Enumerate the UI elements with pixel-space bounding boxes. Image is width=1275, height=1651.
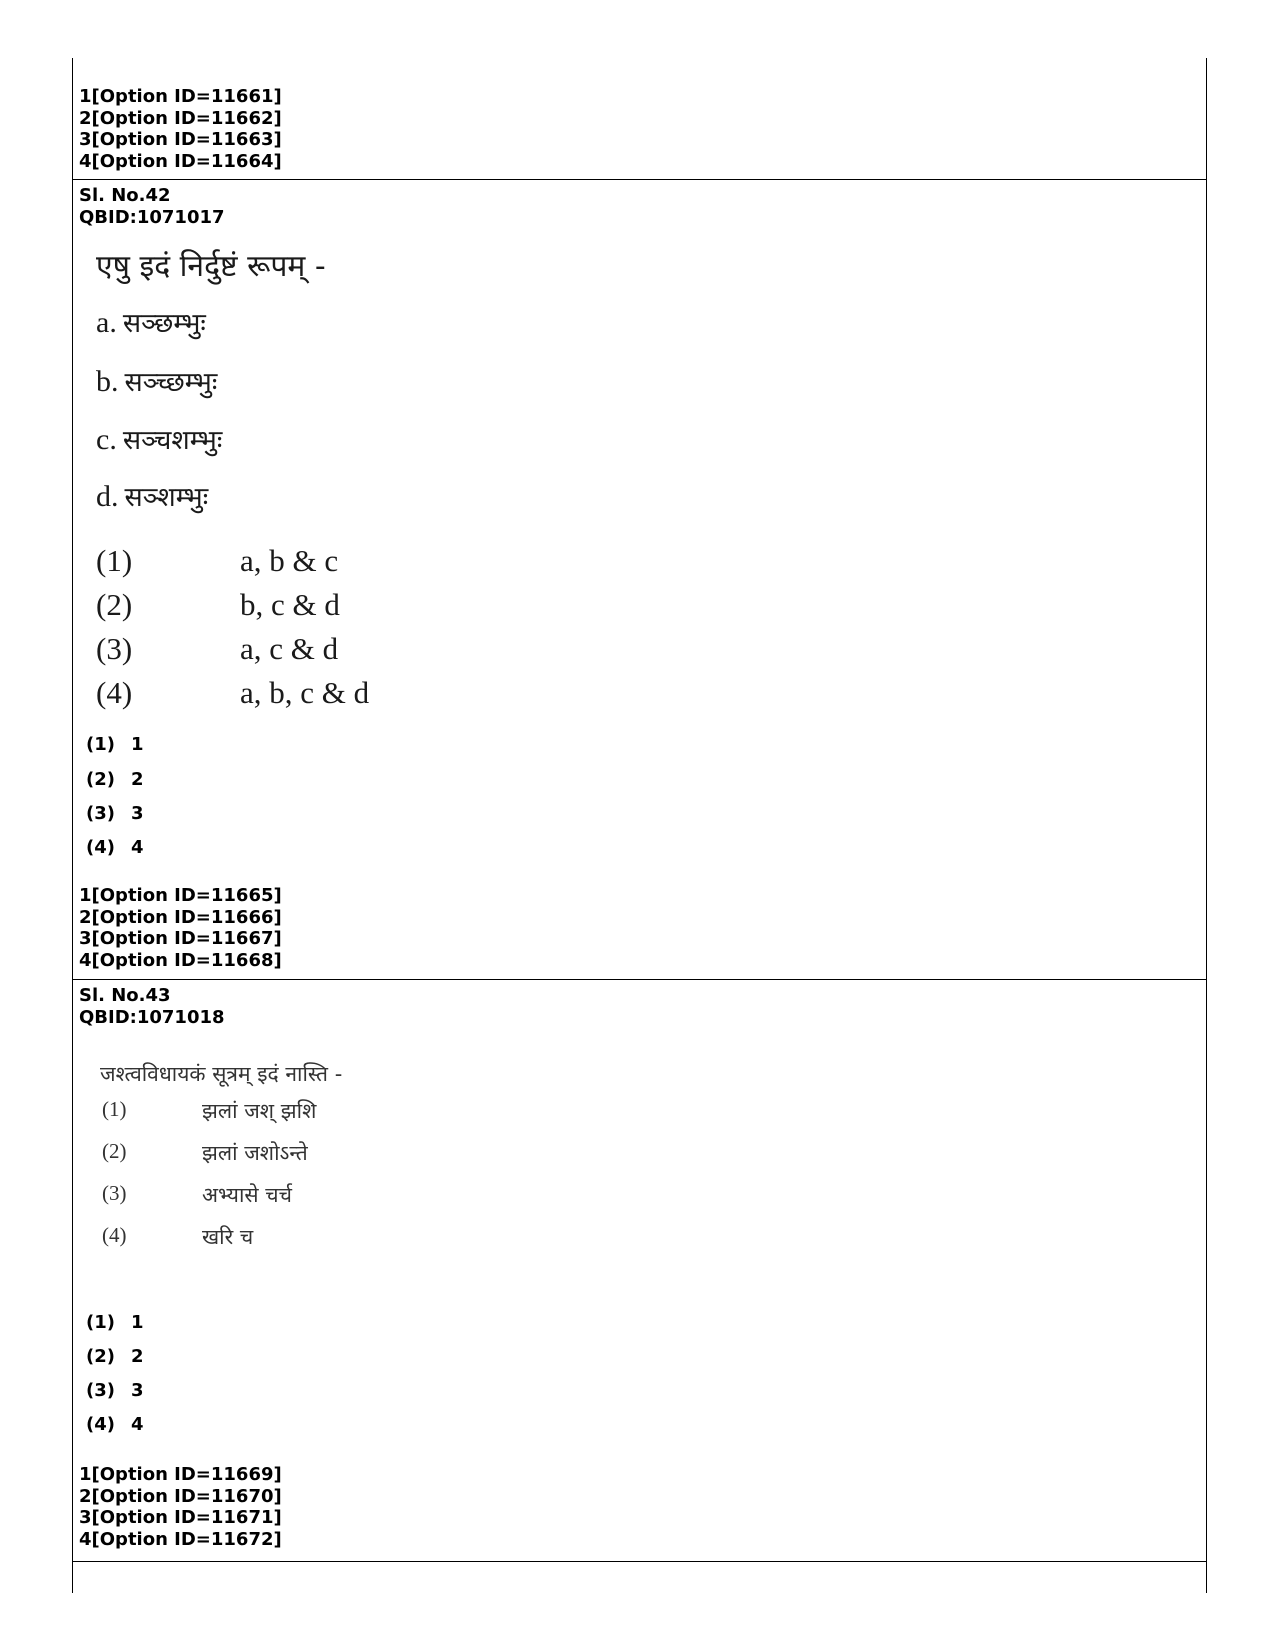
- option-id: 2[Option ID=11670]: [79, 1485, 282, 1507]
- choice-text: सञ्शम्भुः: [124, 482, 209, 513]
- choice-label: a.: [96, 306, 117, 339]
- response-option: [86, 1380, 144, 1401]
- option-id: 4[Option ID=11672]: [79, 1529, 282, 1551]
- response-value: 1: [131, 734, 144, 755]
- response-number: (1): [86, 734, 115, 755]
- choice-c: [96, 420, 222, 457]
- option-number: (1): [102, 1097, 127, 1121]
- response-number: (3): [86, 803, 115, 824]
- response-option: [86, 734, 144, 755]
- option-number: (2): [96, 587, 133, 622]
- divider: [72, 979, 1206, 980]
- option-text: अभ्यासे चर्च: [202, 1183, 292, 1207]
- response-value: 3: [131, 1380, 144, 1401]
- response-value: 2: [131, 1346, 144, 1367]
- question-stem: जश्त्वविधायकं सूत्रम् इदं नास्ति -: [100, 1062, 343, 1086]
- question-id: QBID:1071018: [79, 1006, 225, 1028]
- option-number: (4): [102, 1223, 127, 1247]
- choice-label: d.: [96, 480, 119, 513]
- response-value: 4: [131, 837, 144, 858]
- option-id: 1[Option ID=11669]: [79, 1464, 282, 1485]
- choice-label: b.: [96, 365, 119, 398]
- choice-d: [96, 477, 208, 514]
- choice-label: c.: [96, 423, 117, 456]
- choice-b: [96, 362, 217, 399]
- response-number: (4): [86, 837, 115, 858]
- response-number: (2): [86, 769, 115, 790]
- option-id: 2[Option ID=11662]: [79, 107, 282, 129]
- question-stem: एषु इदं निर्दुष्टं रूपम् -: [96, 249, 326, 284]
- option-text: a, b, c & d: [240, 675, 370, 710]
- option-id: 4[Option ID=11664]: [79, 151, 282, 173]
- question-id: QBID:1071017: [79, 206, 225, 228]
- option-number: (1): [96, 543, 133, 578]
- serial-number: Sl. No.43: [79, 985, 171, 1006]
- option-id: 3[Option ID=11671]: [79, 1507, 282, 1529]
- option-id-list: [79, 885, 282, 972]
- option-text: a, b & c: [240, 543, 339, 578]
- option-text: a, c & d: [240, 631, 339, 666]
- choice-text: सञ्छम्भुः: [122, 308, 206, 339]
- option-number: (4): [96, 675, 133, 710]
- divider: [72, 179, 1206, 180]
- choice-a: [96, 303, 206, 340]
- response-value: 3: [131, 803, 144, 824]
- option-text: b, c & d: [240, 587, 340, 622]
- response-value: 1: [131, 1312, 144, 1333]
- response-option: [86, 1312, 144, 1333]
- option-id: 1[Option ID=11661]: [79, 86, 282, 107]
- choice-text: सञ्चशम्भुः: [122, 425, 223, 456]
- response-option: [86, 803, 144, 824]
- option-text: झलां जशोऽन्ते: [202, 1141, 308, 1165]
- response-value: 2: [131, 769, 144, 790]
- question-header: [79, 185, 225, 228]
- option-id: 4[Option ID=11668]: [79, 950, 282, 972]
- choice-text: सञ्च्छम्भुः: [124, 367, 218, 398]
- response-number: (2): [86, 1346, 115, 1367]
- option-text: झलां जश् झशि: [202, 1099, 317, 1123]
- option-id: 3[Option ID=11667]: [79, 928, 282, 950]
- question-header: [79, 985, 225, 1028]
- response-number: (4): [86, 1414, 115, 1435]
- option-id: 2[Option ID=11666]: [79, 906, 282, 928]
- response-value: 4: [131, 1414, 144, 1435]
- divider: [72, 1561, 1206, 1562]
- option-number: (3): [96, 631, 133, 666]
- option-id-list: [79, 1464, 282, 1551]
- option-id: 3[Option ID=11663]: [79, 129, 282, 151]
- option-text: खरि च: [202, 1225, 254, 1249]
- serial-number: Sl. No.42: [79, 185, 171, 206]
- option-id-list: [79, 86, 282, 173]
- response-number: (3): [86, 1380, 115, 1401]
- page-frame: [72, 58, 1207, 1593]
- option-number: (3): [102, 1181, 127, 1205]
- response-number: (1): [86, 1312, 115, 1333]
- response-option: [86, 1414, 144, 1435]
- response-option: [86, 1346, 144, 1367]
- option-id: 1[Option ID=11665]: [79, 885, 282, 906]
- response-option: [86, 837, 144, 858]
- option-number: (2): [102, 1139, 127, 1163]
- response-option: [86, 769, 144, 790]
